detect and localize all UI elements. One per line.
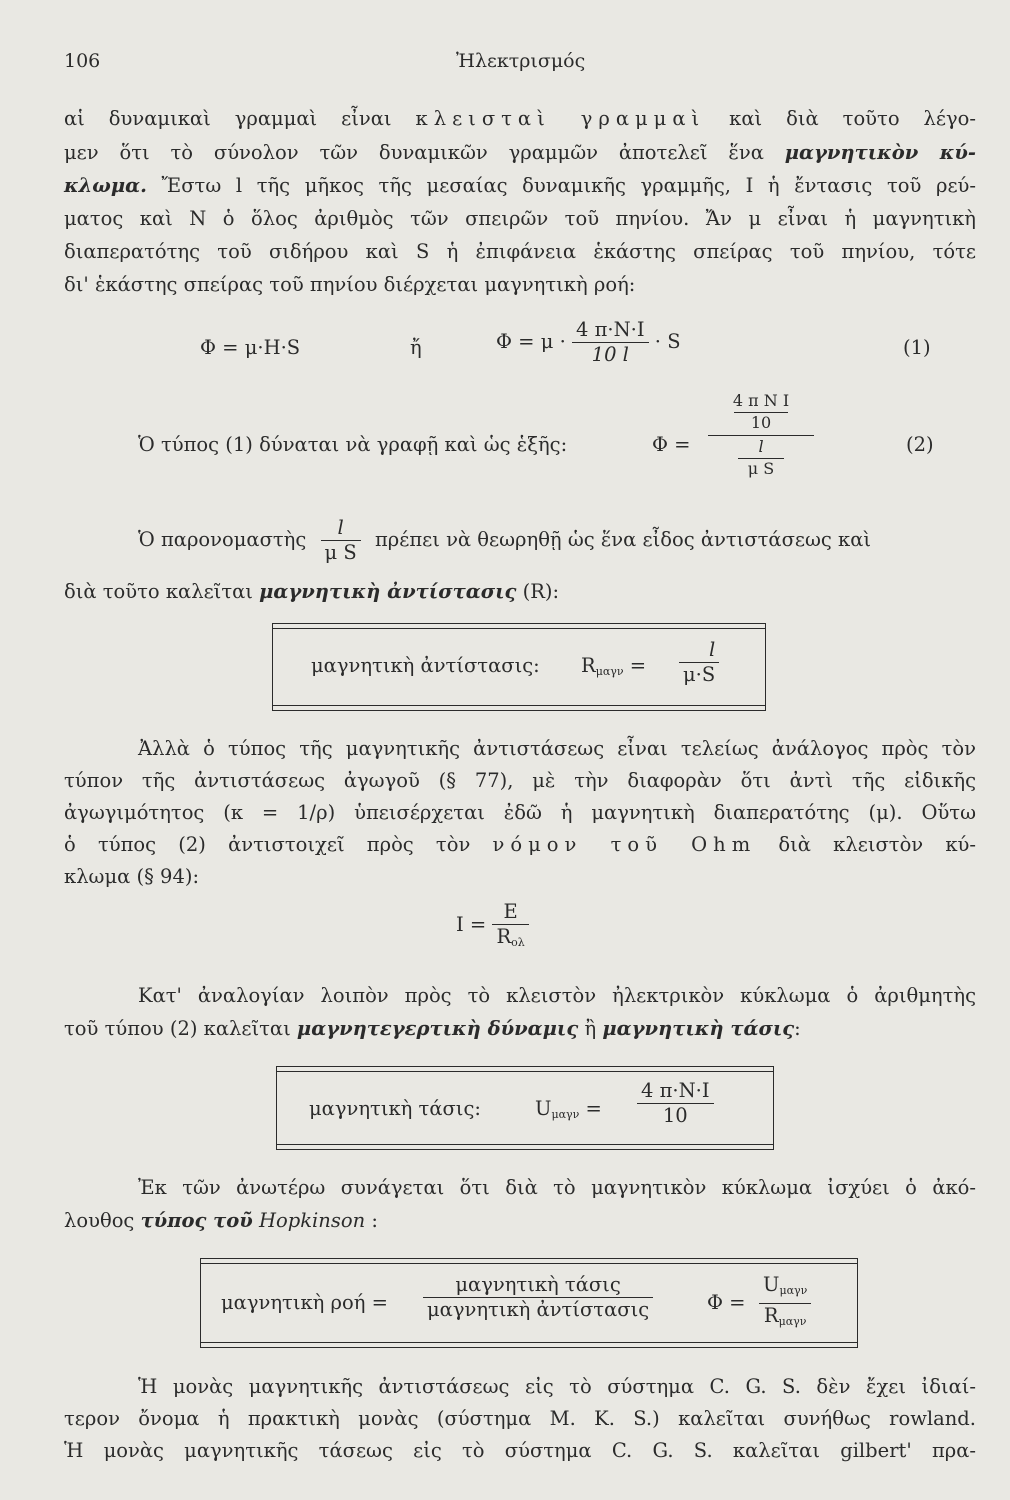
numerator: l: [337, 516, 344, 539]
fraction: [637, 1079, 714, 1128]
paragraph-line: κλωμα (§ 94):: [64, 865, 200, 888]
symbol: R: [496, 925, 512, 948]
box-fraction-2: [759, 1273, 811, 1334]
text: τοῦ τύπου (2) καλεῖται: [64, 1017, 297, 1040]
paragraph-line: [64, 173, 976, 199]
text: :: [365, 1209, 378, 1232]
term-bold: μαγνητικὴ ἀντίστασις: [259, 580, 517, 603]
paragraph-line: Ἡ μονὰς μαγνητικῆς τάσεως εἰς τὸ σύστημα C. G. S. καλεῖται gilbert' πρα-: [64, 1439, 976, 1462]
term-bold: κλωμα.: [64, 174, 147, 197]
numerator: [759, 1273, 811, 1303]
paragraph-line: Ἀλλὰ ὁ τύπος τῆς μαγνητικῆς ἀντιστάσεως εἶναι τελείως ἀνάλογος πρὸς τὸν: [138, 737, 976, 760]
equation-ohm: [456, 900, 529, 955]
equation-text: I =: [456, 913, 487, 936]
text: καὶ διὰ τοῦτο λέγο-: [705, 107, 976, 130]
denominator: μ S: [321, 540, 361, 565]
fraction: [572, 318, 649, 367]
term-bold: μαγνητικὴ τάσις: [602, 1017, 795, 1040]
equals: =: [585, 1097, 602, 1120]
symbol: R: [763, 1304, 779, 1327]
paragraph-line: [64, 106, 976, 132]
fraction: [423, 1273, 653, 1322]
denominator: μ·S: [679, 662, 719, 687]
box-symbol: [581, 654, 646, 678]
box-fraction: [679, 638, 719, 687]
numerator-bottom: 10: [734, 412, 788, 433]
paragraph-line: δι' ἑκάστης σπείρας τοῦ πηνίου διέρχεται μαγνητικὴ ροή:: [64, 273, 636, 296]
numerator: E: [503, 900, 518, 923]
formula-box-hopkinson: [200, 1258, 858, 1348]
equation-2-label: (2): [906, 433, 934, 456]
term-bold: μαγνητεγερτικὴ δύναμις: [296, 1017, 579, 1040]
equation-2-lhs: Φ =: [652, 433, 691, 456]
equation-text: Φ = μ ·: [496, 330, 566, 353]
text: Ἔστω l τῆς μῆκος τῆς μεσαίας δυναμικῆς γραμμῆς, I ἡ ἔντασις τοῦ ρεύ-: [146, 174, 976, 197]
paragraph-line: [64, 140, 976, 166]
paragraph-line: Ἡ μονὰς μαγνητικῆς ἀντιστάσεως εἰς τὸ σύστημα C. G. S. δὲν ἔχει ἰδιαί-: [138, 1375, 976, 1398]
denominator-top: l: [708, 435, 814, 458]
text: διὰ κλειστὸν κύ-: [756, 833, 976, 856]
equation-2-fraction: [708, 390, 814, 479]
equation-1-label: (1): [903, 336, 931, 359]
paragraph-line: [64, 832, 976, 858]
name-italic: Hopkinson: [252, 1209, 366, 1232]
paragraph-2-line-1: [138, 516, 871, 565]
text: Ὁ παρονομαστὴς: [138, 528, 307, 551]
fraction: [759, 1273, 811, 1334]
box-label: μαγνητικὴ ροή =: [221, 1291, 388, 1314]
box-label: μαγνητικὴ τάσις:: [309, 1097, 481, 1120]
symbol: U: [763, 1273, 780, 1296]
fraction: [679, 638, 719, 687]
subscript: ολ: [511, 936, 525, 949]
text: λουθος: [64, 1209, 141, 1232]
formula-box-reluctance: [272, 623, 766, 711]
numerator-top: 4 π N I: [732, 391, 790, 410]
numerator: 4 π·N·I: [641, 1079, 710, 1102]
paragraph-line: [64, 1016, 976, 1042]
formula-box-magnetic-tension: [276, 1066, 774, 1150]
denominator: 10 l: [572, 342, 649, 367]
text: διὰ τοῦτο καλεῖται: [64, 580, 260, 603]
subscript: μαγν: [779, 1284, 808, 1297]
denominator: 10: [637, 1103, 714, 1128]
symbol: U: [535, 1097, 552, 1120]
text: :: [794, 1017, 801, 1040]
denominator: μαγνητικὴ ἀντίστασις: [423, 1297, 653, 1322]
denominator-bottom: μ S: [738, 458, 784, 479]
term-bold: τύπος τοῦ: [140, 1209, 253, 1232]
equation-1-or: ἤ: [410, 336, 422, 359]
emphasis-spaced: κλεισταὶ γραμμαὶ: [415, 107, 706, 130]
subscript: μαγν: [778, 1315, 807, 1328]
subscript: μαγν: [595, 665, 624, 678]
box-fraction: [423, 1273, 653, 1322]
symbol: R: [581, 654, 596, 677]
numerator: 4 π·N·I: [576, 318, 645, 341]
equals: =: [629, 654, 647, 677]
text: αἱ δυναμικαὶ γραμμαὶ εἶναι: [64, 107, 416, 130]
text: μεν ὅτι τὸ σύνολον τῶν δυναμικῶν γραμμῶν ἀποτελεῖ ἕνα: [64, 141, 785, 164]
paragraph-line: τερον ὄνομα ἡ πρακτικὴ μονὰς (σύστημα M. K. S.) καλεῖται συνήθως rowland.: [64, 1407, 976, 1430]
denominator: [492, 924, 528, 955]
text: ὁ τύπος (2) ἀντιστοιχεῖ πρὸς τὸν: [64, 833, 493, 856]
paragraph-line: τύπον τῆς ἀντιστάσεως ἀγωγοῦ (§ 77), μὲ τὴν διαφορὰν ὅτι ἀντὶ τῆς εἰδικῆς: [64, 769, 976, 792]
paragraph-line: [64, 1208, 976, 1234]
equation-text: · S: [654, 330, 681, 353]
denominator: [759, 1303, 811, 1334]
box-phi: Φ =: [707, 1291, 746, 1314]
box-fraction: [637, 1079, 714, 1128]
paragraph-line: Κατ' ἀναλογίαν λοιπὸν πρὸς τὸ κλειστὸν ἠλεκτρικὸν κύκλωμα ὁ ἀριθμητὴς: [138, 984, 976, 1007]
equation-1-right: [496, 318, 681, 367]
paragraph-line: Ἐκ τῶν ἀνωτέρω συνάγεται ὅτι διὰ τὸ μαγνητικὸν κύκλωμα ἰσχύει ὁ ἀκό-: [138, 1176, 976, 1199]
paragraph-line: διαπερατότης τοῦ σιδήρου καὶ S ἡ ἐπιφάνεια ἑκάστης σπείρας τοῦ πηνίου, τότε: [64, 240, 976, 263]
equation-2-intro: Ὁ τύπος (1) δύναται νὰ γραφῇ καὶ ὡς ἑξῆς:: [138, 433, 568, 456]
fraction: [492, 900, 528, 955]
paragraph-line: ματος καὶ N ὁ ὅλος ἀριθμὸς τῶν σπειρῶν τοῦ πηνίου. Ἄν μ εἶναι ἡ μαγνητικὴ: [64, 207, 976, 230]
equation-1-left: Φ = μ·H·S: [200, 336, 301, 359]
paragraph-line: ἀγωγιμότητος (κ = 1/ρ) ὑπεισέρχεται ἐδῶ ἡ μαγνητικὴ διαπερατότης (μ). Οὕτω: [64, 801, 976, 824]
term-bold: μαγνητικὸν κύ-: [784, 141, 976, 164]
subscript: μαγν: [551, 1108, 580, 1121]
box-label: μαγνητικὴ ἀντίστασις:: [311, 654, 540, 677]
text: ἢ: [578, 1017, 603, 1040]
page-number: 106: [64, 50, 101, 72]
fraction: [321, 516, 361, 565]
numerator: μαγνητικὴ τάσις: [455, 1273, 621, 1296]
numerator: l: [708, 638, 716, 661]
emphasis-spaced: νόμον τοῦ Ohm: [492, 833, 757, 856]
box-symbol: [535, 1097, 602, 1121]
paragraph-line: [64, 579, 976, 605]
text: πρέπει νὰ θεωρηθῇ ὡς ἕνα εἶδος ἀντιστάσεως καὶ: [374, 528, 872, 551]
running-title: Ἠλεκτρισμός: [456, 50, 586, 72]
text: (R):: [516, 580, 560, 603]
